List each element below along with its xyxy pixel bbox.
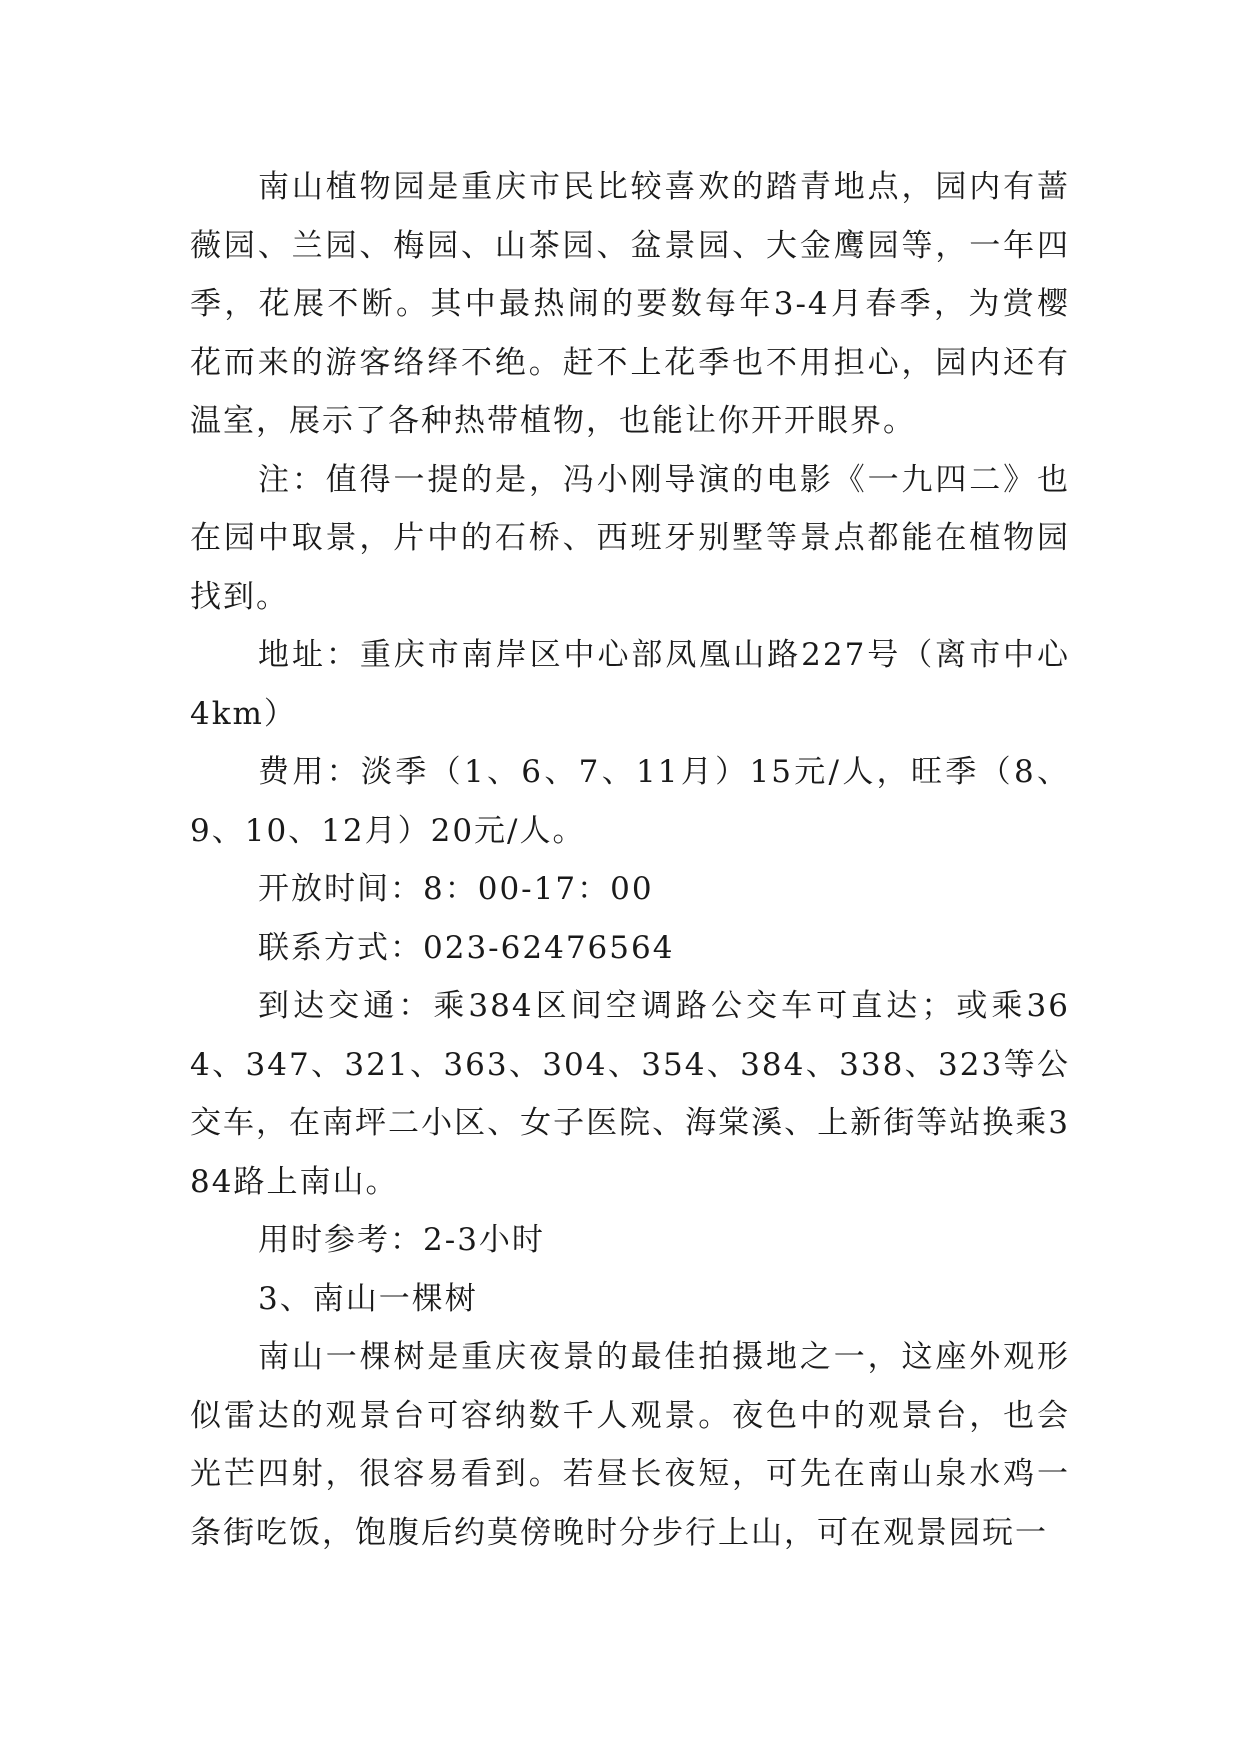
paragraph-nanshan-tree-intro: 南山一棵树是重庆夜景的最佳拍摄地之一，这座外观形似雷达的观景台可容纳数千人观景。夜色中的观景台，也会光芒四射，很容易看到。若昼长夜短，可先在南山泉水鸡一条街吃饭，饱腹后约莫傍晚时分步行上山，可在观景园玩一 (190, 1339, 1070, 1551)
paragraph-note: 注：值得一提的是，冯小刚导演的电影《一九四二》也在园中取景，片中的石桥、西班牙别墅等景点都能在植物园找到。 (190, 461, 1070, 615)
paragraph-time-reference: 用时参考：2-3小时 (258, 1222, 545, 1258)
paragraph-opening-hours: 开放时间：8：00-17：00 (258, 871, 654, 907)
paragraph-transport: 到达交通：乘384区间空调路公交车可直达；或乘364、347、321、363、304、354、384、338、323等公交车，在南坪二小区、女子医院、海棠溪、上新街等站换乘384路上南山。 (190, 988, 1070, 1200)
paragraph-contact: 联系方式：023-62476564 (258, 929, 675, 966)
paragraph-fees: 费用：淡季（1、6、7、11月）15元/人，旺季（8、9、10、12月）20元/人。 (190, 754, 1070, 849)
document-body (190, 158, 1070, 1562)
section-heading-nanshan-tree: 3、南山一棵树 (258, 1280, 478, 1317)
paragraph-address: 地址：重庆市南岸区中心部凤凰山路227号（离市中心4km） (190, 637, 1070, 732)
paragraph-botanical-garden-intro: 南山植物园是重庆市民比较喜欢的踏青地点，园内有蔷薇园、兰园、梅园、山茶园、盆景园、大金鹰园等，一年四季，花展不断。其中最热闹的要数每年3-4月春季，为赏樱花而来的游客络绎不绝。赶不上花季也不用担心，园内还有温室，展示了各种热带植物，也能让你开开眼界。 (190, 169, 1070, 439)
